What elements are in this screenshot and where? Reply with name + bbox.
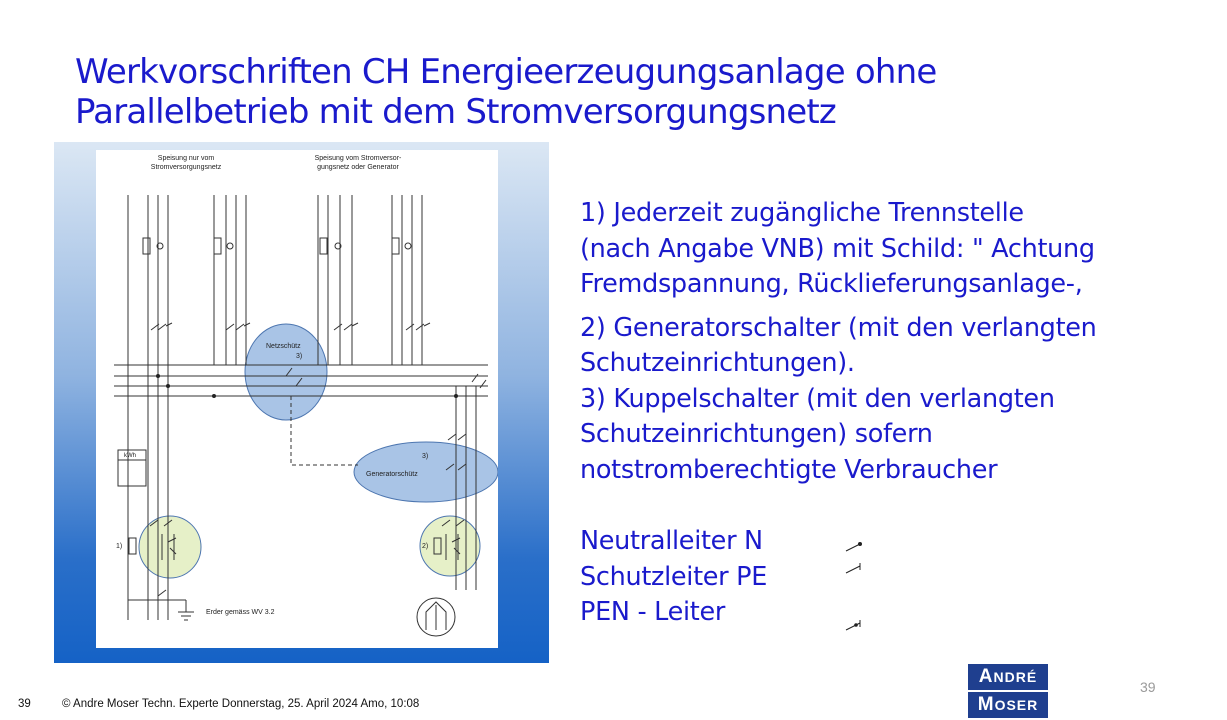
netzschuetz-label: Netzschütz: [266, 343, 301, 350]
point-1-line-2: (nach Angabe VNB) mit Schild: " Achtung: [580, 233, 1095, 264]
logo-line-1: ANDRÉ: [968, 664, 1048, 690]
header-left-2: Stromversorgungsnetz: [150, 164, 222, 171]
legend-pen: PEN - Leiter: [580, 597, 726, 627]
header-right-2: gungsnetz oder Generator: [317, 164, 399, 171]
header-left-1: Speisung nur vom: [157, 155, 215, 162]
netzschuetz-ellipse: [245, 324, 327, 420]
generatorschuetz-3-label: 3): [422, 453, 429, 460]
protective-symbol-icon: [842, 560, 866, 576]
point-2-line-2: Schutzeinrichtungen).: [580, 348, 855, 378]
switch-1-label: 1): [116, 543, 123, 550]
slide-title: [75, 52, 1175, 132]
legend-protective: Schutzleiter PE: [580, 561, 768, 592]
erder-label: Erder gemäss WV 3.2: [206, 609, 275, 616]
content-points: [580, 196, 1220, 631]
footer-slide-number: 39: [18, 698, 31, 710]
footer-copyright: © Andre Moser Techn. Experte Donnerstag, 25. April 2024 Amo, 10:08: [62, 698, 420, 710]
point-2-line-1: 2) Generatorschalter (mit den verlangten: [580, 312, 1097, 343]
switch-2-label: 2): [422, 543, 429, 550]
point-3-line-2: Schutzeinrichtungen) sofern: [580, 419, 933, 449]
header-right-1: Speisung vom Stromversor-: [314, 155, 402, 162]
diagram-frame: [54, 142, 549, 663]
point-1-line-1: 1) Jederzeit zugängliche Trennstelle: [580, 198, 1024, 228]
title-line-2: Parallelbetrieb mit dem Stromversorgungsnetz: [75, 92, 836, 132]
circuit-diagram: [96, 150, 498, 648]
netzschuetz-3-label: 3): [296, 353, 303, 360]
legend-neutral: Neutralleiter N: [580, 526, 763, 556]
meter-circle-right: [420, 516, 480, 576]
page-number: 39: [1140, 679, 1156, 695]
title-line-1: Werkvorschriften CH Energieerzeugungsanlage ohne: [75, 52, 937, 92]
neutral-symbol-icon: [842, 538, 866, 554]
generatorschuetz-label: Generatorschütz: [366, 471, 418, 478]
logo-line-2: MOSER: [968, 692, 1048, 718]
point-3-line-1: 3) Kuppelschalter (mit den verlangten: [580, 383, 1055, 414]
pen-symbol-icon: [842, 617, 866, 633]
point-3-line-3: notstromberechtigte Verbraucher: [580, 454, 998, 485]
andre-moser-logo: [968, 662, 1048, 718]
kwh-label: kWh: [124, 453, 136, 459]
point-1-line-3: Fremdspannung, Rücklieferungsanlage-,: [580, 269, 1083, 299]
